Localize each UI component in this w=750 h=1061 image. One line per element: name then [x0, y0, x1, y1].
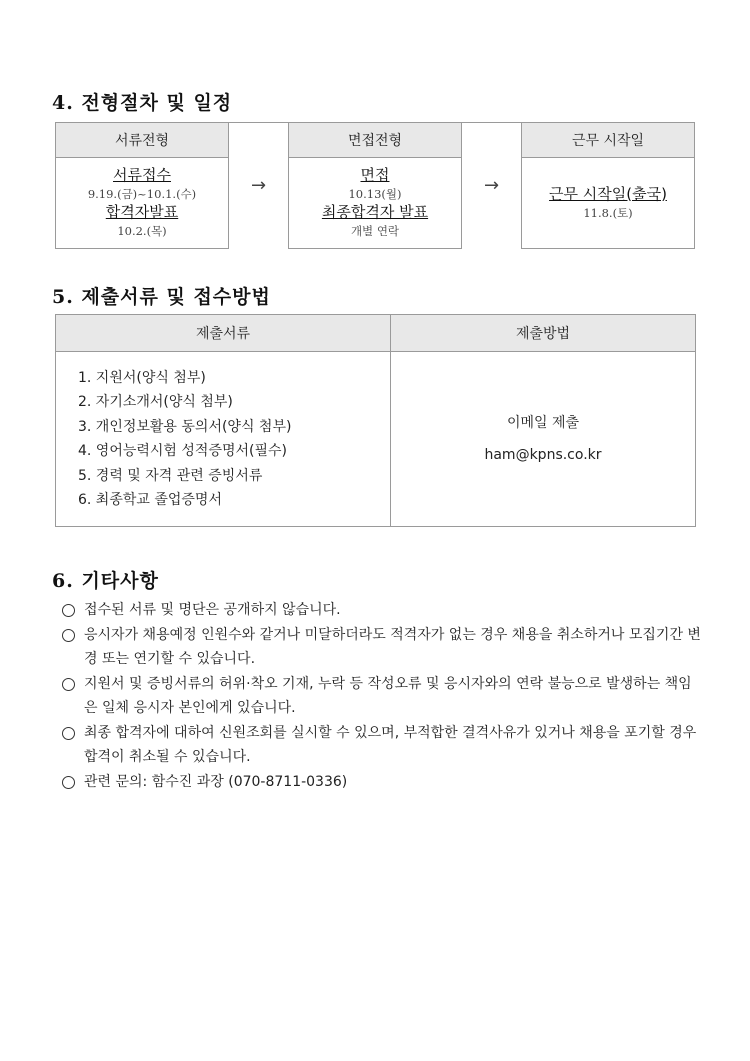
note-text: 접수된 서류 및 명단은 공개하지 않습니다. — [84, 602, 341, 618]
list-item — [62, 623, 702, 672]
arrow-icon: → — [462, 123, 522, 249]
stage-item-date: 개별 연락 — [350, 224, 400, 238]
stage-header-start: 근무 시작일 — [522, 123, 695, 158]
list-item: 3. 개인정보활용 동의서(양식 첨부) — [78, 418, 292, 435]
stage-cell-documents — [56, 158, 229, 249]
list-item: 4. 영어능력시험 성적증명서(필수) — [78, 443, 287, 459]
method-text: 이메일 제출 — [506, 415, 580, 431]
stage-header-documents: 서류전형 — [56, 123, 229, 158]
stage-item-label: 서류접수 — [113, 166, 171, 184]
circle-bullet-icon — [62, 678, 75, 691]
note-text: 지원서 및 증빙서류의 허위·착오 기재, 누락 등 작성오류 및 응시자와의 연락 불능으로 발생하는 책임은 일체 응시자 본인에게 있습니다. — [84, 675, 692, 716]
documents-list — [56, 352, 391, 527]
notes-list — [62, 598, 702, 794]
list-item — [62, 770, 702, 795]
circle-bullet-icon — [62, 776, 75, 789]
stage-item-date: 10.13(월) — [348, 187, 402, 201]
list-item: 5. 경력 및 자격 관련 증빙서류 — [78, 467, 263, 484]
stage-item-label: 합격자발표 — [105, 203, 179, 221]
stage-item-label: 최종합격자 발표 — [321, 203, 429, 221]
note-text: 응시자가 채용예정 인원수와 같거나 미달하더라도 적격자가 없는 경우 채용을 취소하거나 모집기간 변경 또는 연기할 수 있습니다. — [84, 626, 701, 667]
list-item — [62, 598, 702, 623]
documents-table — [55, 314, 696, 527]
circle-bullet-icon — [62, 604, 75, 617]
circle-bullet-icon — [62, 629, 75, 642]
stage-cell-interview — [289, 158, 462, 249]
column-header-documents: 제출서류 — [56, 315, 391, 352]
arrow-icon: → — [229, 123, 289, 249]
note-text: 관련 문의: 함수진 과장 (070-8711-0336) — [84, 773, 348, 790]
section-5-title: 5. 제출서류 및 접수방법 — [52, 286, 271, 308]
list-item: 6. 최종학교 졸업증명서 — [78, 492, 222, 508]
section-6-title: 6. 기타사항 — [52, 570, 159, 592]
stage-item-label: 면접 — [360, 166, 390, 184]
stage-item-date: 9.19.(금)~10.1.(수) — [87, 187, 197, 201]
email-address: ham@kpns.co.kr — [484, 447, 602, 463]
circle-bullet-icon — [62, 727, 75, 740]
list-item — [62, 721, 702, 770]
section-4-title: 4. 전형절차 및 일정 — [52, 92, 233, 114]
list-item — [62, 672, 702, 721]
list-item: 1. 지원서(양식 첨부) — [78, 369, 206, 386]
note-text: 최종 합격자에 대하여 신원조회를 실시할 수 있으며, 부적합한 결격사유가 있거나 채용을 포기할 경우 합격이 취소될 수 있습니다. — [84, 724, 697, 765]
stage-item-date: 11.8.(토) — [583, 205, 633, 220]
stage-item-date: 10.2.(목) — [117, 224, 167, 238]
schedule-table — [55, 122, 695, 249]
stage-cell-start — [522, 158, 695, 249]
column-header-method: 제출방법 — [391, 315, 696, 352]
stage-header-interview: 면접전형 — [289, 123, 462, 158]
list-item: 2. 자기소개서(양식 첨부) — [78, 394, 233, 410]
stage-item-label: 근무 시작일(출국) — [549, 184, 667, 203]
method-cell — [391, 352, 696, 527]
